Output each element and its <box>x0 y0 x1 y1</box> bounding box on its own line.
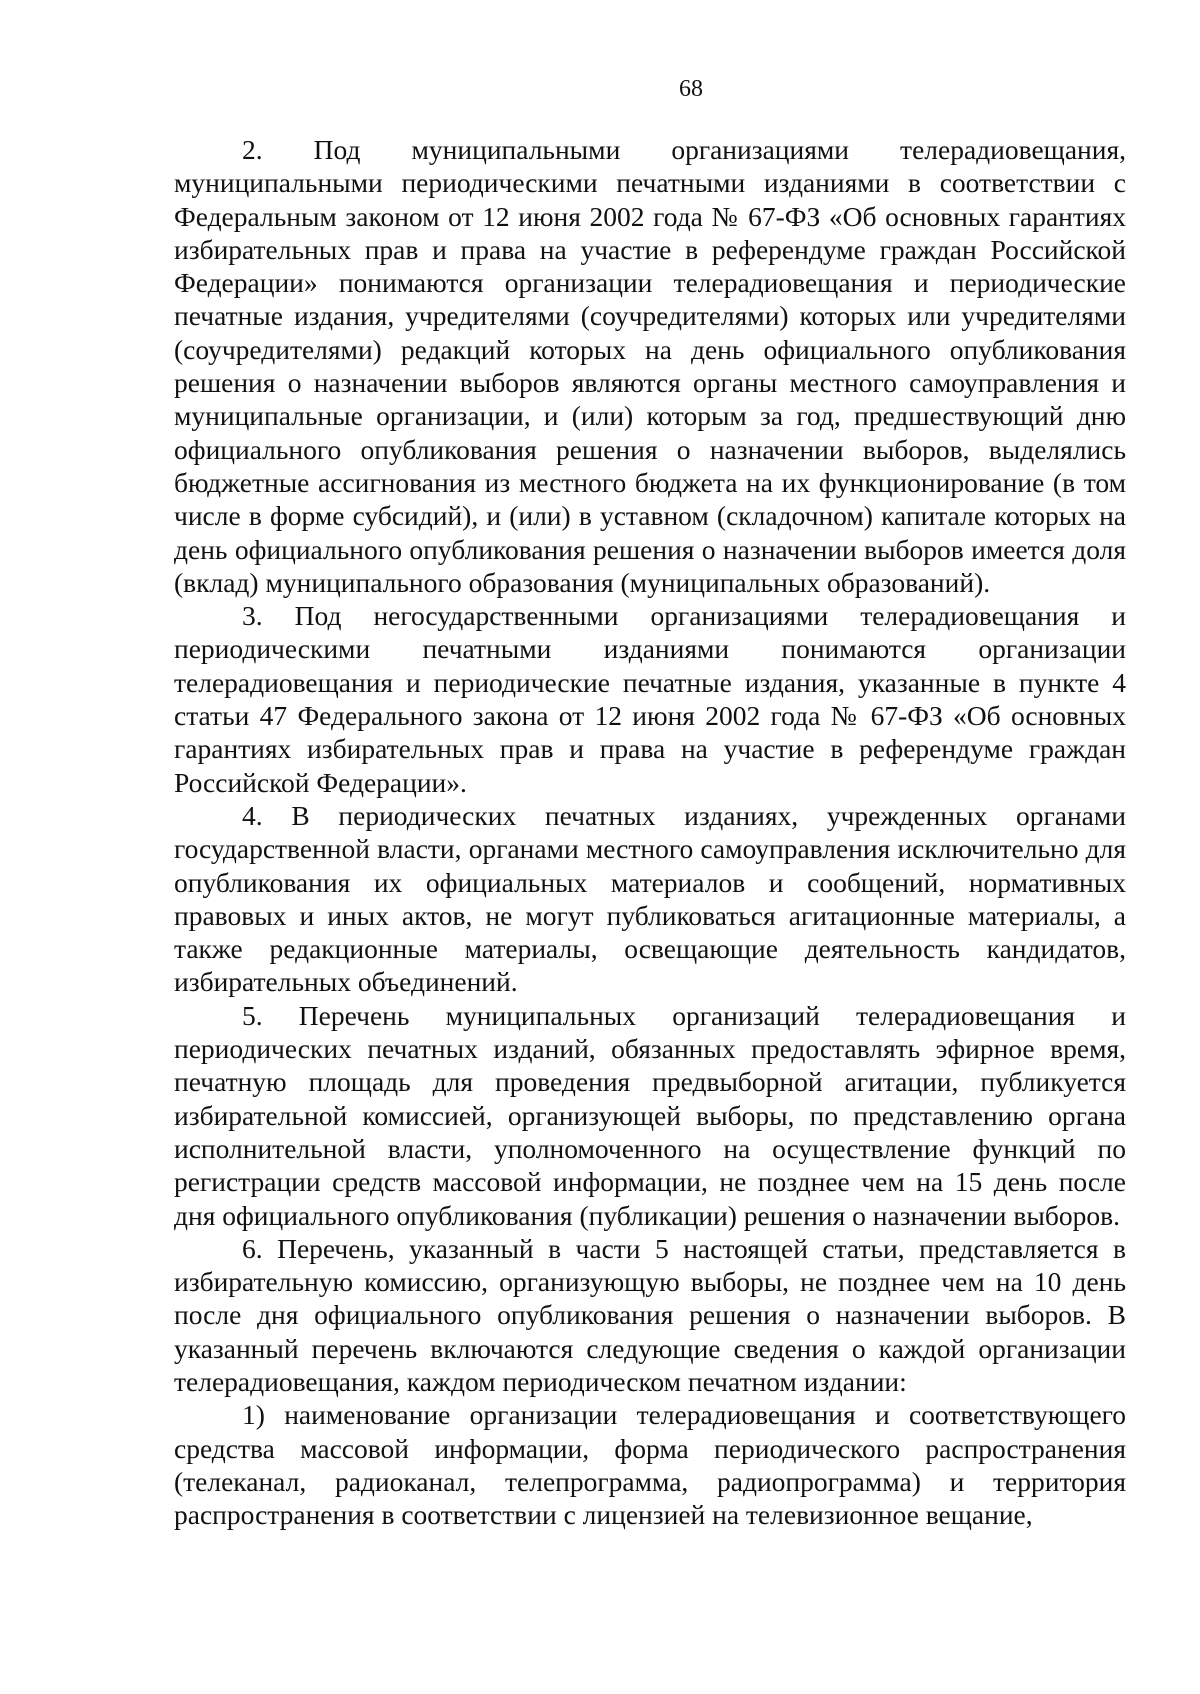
paragraph-6: 6. Перечень, указанный в части 5 настоящей статьи, представляется в избирательную комиссию, организующую выборы, не позднее чем на 10 день после дня официального опубликования решения о назначении выборов. В указанный перечень включаются следующие сведения о каждой организации телерадиовещания, каждом периодическом печатном издании: <box>174 1232 1126 1397</box>
document-body <box>174 133 1126 1531</box>
paragraph-5: 5. Перечень муниципальных организаций телерадиовещания и периодических печатных изданий, обязанных предоставлять эфирное время, печатную площадь для проведения предвыборной агитации, публикуется избирательной комиссией, организующей выборы, по представлению органа исполнительной власти, уполномоченного на осуществление функций по регистрации средств массовой информации, не позднее чем на 15 день после дня официального опубликования (публикации) решения о назначении выборов. <box>174 999 1126 1231</box>
paragraph-6-item-1: 1) наименование организации телерадиовещания и соответствующего средства массовой информации, форма периодического распространения (телеканал, радиоканал, телепрограмма, радиопрограмма) и территория распространения в соответствии с лицензией на телевизионное вещание, <box>174 1399 1126 1531</box>
paragraph-4: 4. В периодических печатных изданиях, учрежденных органами государственной власти, органами местного самоуправления исключительно для опубликования их официальных материалов и сообщений, нормативных правовых и иных актов, не могут публиковаться агитационные материалы, а также редакционные материалы, освещающие деятельность кандидатов, избирательных объединений. <box>174 799 1126 998</box>
page-number: 68 <box>679 76 703 102</box>
paragraph-3: 3. Под негосударственными организациями телерадиовещания и периодическими печатными изданиями понимаются организации телерадиовещания и периодические печатные издания, указанные в пункте 4 статьи 47 Федерального закона от 12 июня 2002 года № 67-ФЗ «Об основных гарантиях избирательных прав и права на участие в референдуме граждан Российской Федерации». <box>174 600 1126 798</box>
paragraph-2: 2. Под муниципальными организациями телерадиовещания, муниципальными периодическими печатными изданиями в соответствии с Федеральным законом от 12 июня 2002 года № 67-ФЗ «Об основных гарантиях избирательных прав и права на участие в референдуме граждан Российской Федерации» понимаются организации телерадиовещания и периодические печатные издания, учредителями (соучредителями) которых или учредителями (соучредителями) редакций которых на день официального опубликования решения о назначении выборов являются органы местного самоуправления и муниципальные организации, и (или) которым за год, предшествующий дню официального опубликования решения о назначении выборов, выделялись бюджетные ассигнования из местного бюджета на их функционирование (в том числе в форме субсидий), и (или) в уставном (складочном) капитале которых на день официального опубликования решения о назначении выборов имеется доля (вклад) муниципального образования (муниципальных образований). <box>174 134 1126 598</box>
